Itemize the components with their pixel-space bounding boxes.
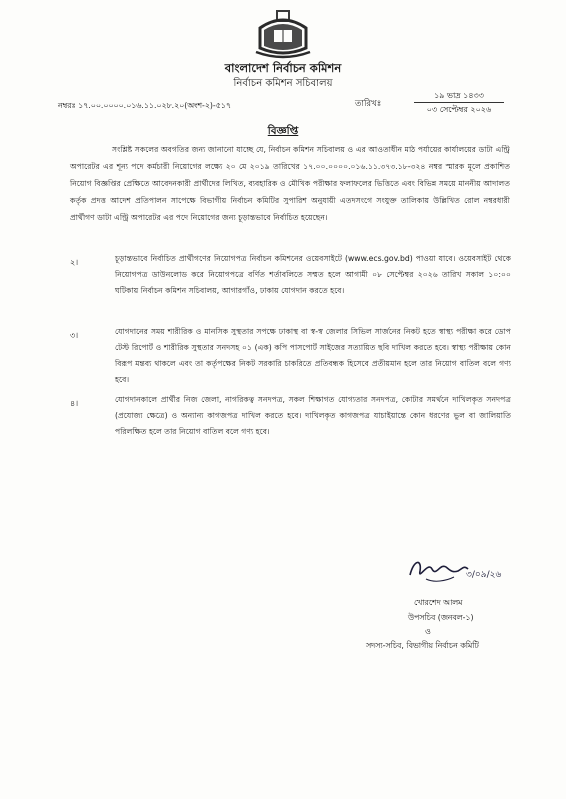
date-bangla: ১৯ ভাদ্র ১৪৩৩ [434,91,484,100]
item-text: চূড়ান্তভাবে নির্বাচিত প্রার্থীগণের নিয়োগপত্র নির্বাচন কমিশনের ওয়েবসাইটে (www.ecs.gov.bd) পাওয়া যাবে। ওয়েবসাইট থেকে নিয়োগপত্র ডাউনলোড করে নিয়োগপত্রে বর্ণিত শর্তাবলিতে সম্মত হলে আগামী ০৮ সেপ্টেম্বর ২০২৬ তারিখ সকাল ১০:০০ ঘটিকায় নির্বাচন কমিশন সচিবালয়, আগারগাঁও, ঢাকায় যোগদান করতে হবে। [115,254,511,295]
sign-date: ৩/০৯/২৬ [466,570,502,580]
officer-designation: উপসচিব (জনবল-১) [408,613,474,622]
date-divider [414,102,504,103]
org-name: বাংলাদেশ নির্বাচন কমিশন [224,61,342,75]
officer-role: সদস্য-সচিব, বিভাগীয় নির্বাচন কমিটি [366,641,479,650]
secretariat-name: নির্বাচন কমিশন সচিবালয় [233,78,333,89]
item-number: ৩। [70,331,79,340]
item-text: যোগদানকালে প্রার্থীর নিজ জেলা, নাগরিকত্ব সনদপত্র, সকল শিক্ষাগত যোগ্যতার সনদপত্র, কোটার সমর্থনে দাখিলকৃত সনদপত্র (প্রযোজ্য ক্ষেত্রে) ও অন্যান্য কাগজপত্র দাখিল করতে হবে। দাখিলকৃত কাগজপত্র যাচাইয়ান্তে কোন ধরণের ভুল বা জালিয়াতি পরিলক্ষিত হলে তার নিয়োগ বাতিল বলে গণ্য হবে। [115,395,511,436]
date-label: তারিখঃ [355,99,382,109]
conjunction: ও [425,627,431,636]
item-number: ২। [70,258,79,267]
government-seal-icon [254,8,312,60]
item-text: যোগদানের সময় শারীরিক ও মানসিক সুস্থতার সপক্ষে ঢাকাস্থ বা স্ব-স্ব জেলার সিভিল সার্জনের নিকট হতে স্বাস্থ্য পরীক্ষা করে ডোপ টেস্ট রিপোর্ট ও শারীরিক সুস্থতার সনদসহ ০১ (এক) কপি পাসপোর্ট সাইজের সত্যায়িত ছবি দাখিল করতে হবে। স্বাস্থ্য পরীক্ষায় কোন বিরূপ মন্তব্য থাকলে এবং তা কর্তৃপক্ষের নিকট সরকারি চাকরিতে প্রতিবন্ধক হিসেবে প্রতীয়মান হলে তার নিয়োগ বাতিল বলে গণ্য হবে। [115,327,511,384]
signature-icon [406,553,506,589]
officer-name: খোরশেদ আলম [414,598,463,607]
intro-paragraph: সংশ্লিষ্ট সকলের অবগতির জন্য জানানো যাচ্ছে যে, নির্বাচন কমিশন সচিবালয় ও এর আওতাধীন মাঠ পর্যায়ের কার্যালয়ের ডাটা এন্ট্রি অপারেটর এর শূন্য পদে কর্মচারী নিয়োগের লক্ষ্যে ২০ মে ২০১৯ তারিখের ১৭.০০.০০০০.০১৬.১১.৩৭৩.১৮-৩২৪ নম্বর স্মারক মূলে প্রকাশিত নিয়োগ বিজ্ঞপ্তির প্রেক্ষিতে আবেদনকারী প্রার্থীদের লিখিত, ব্যবহারিক ও মৌখিক পরীক্ষার ফলাফলের ভিত্তিতে এবং বিভিন্ন সময়ে মাননীয় আদালত কর্তৃক প্রদত্ত আদেশ প্রতিপালন সাপেক্ষে বিভাগীয় নির্বাচন কমিটির সুপারিশ অনুযায়ী এতদসংগে সংযুক্ত তালিকায় উল্লিখিত রোল নম্বরধারী প্রার্থীগণ ডাটা এন্ট্রি অপারেটর এর পদে নিয়োগের জন্য চূড়ান্তভাবে নির্বাচিত হয়েছেন। [70,145,510,222]
item-number: ৪। [70,399,79,408]
date-english: ০৩ সেপ্টেম্বর ২০২৬ [426,105,492,114]
notice-title: বিজ্ঞপ্তি [267,125,299,137]
memo-number: নম্বরঃ ১৭.০০.০০০০.০১৬.১১.০২৮.২০(অংশ-২)-৫১৭ [58,101,231,110]
